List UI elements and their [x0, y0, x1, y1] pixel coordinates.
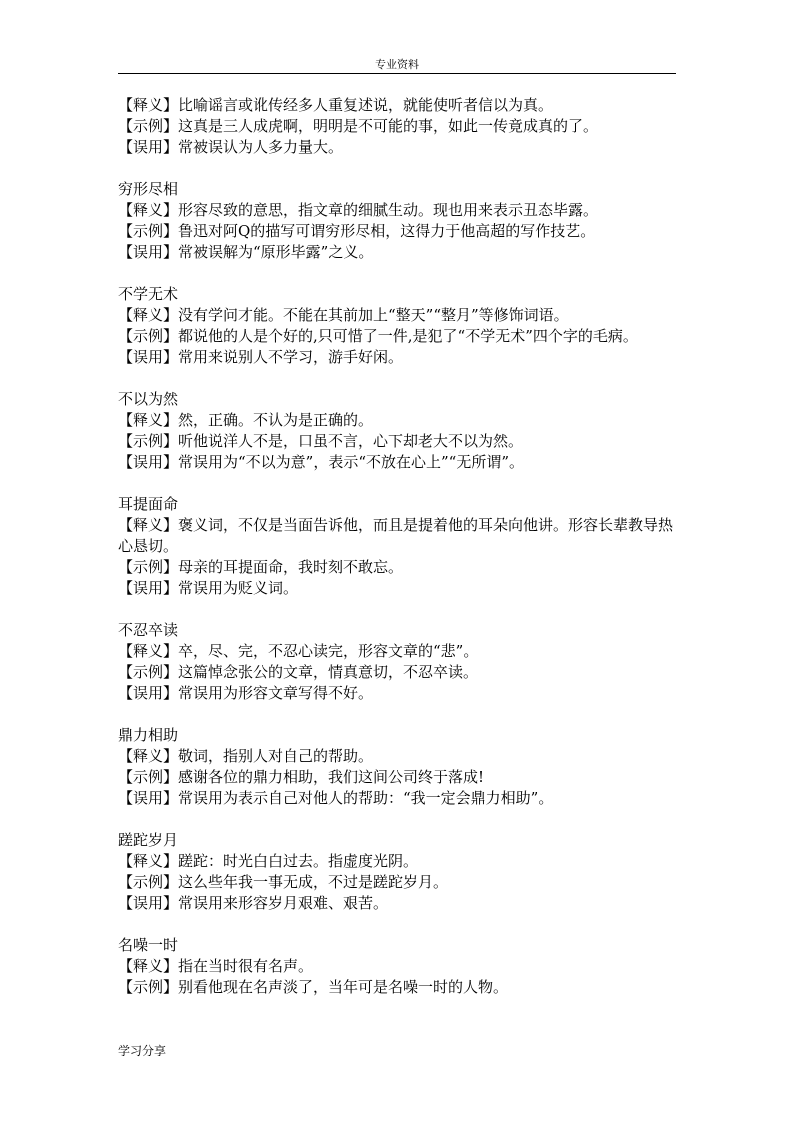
idiom-line: 【释义】没有学问才能。不能在其前加上“整天”“整月”等修饰词语。: [118, 306, 569, 324]
idiom-title: 不学无术: [118, 285, 179, 303]
idiom-title: 不以为然: [118, 390, 179, 408]
idiom-entry: [118, 284, 678, 368]
idiom-line: 【释义】敬词，指别人对自己的帮助。: [118, 747, 374, 765]
idiom-title: 穷形尽相: [118, 180, 179, 198]
idiom-line: 【示例】这篇悼念张公的文章，情真意切，不忍卒读。: [118, 663, 479, 681]
idiom-entry: [118, 725, 678, 809]
idiom-line: 【示例】都说他的人是个好的,只可惜了一件,是犯了“不学无术”四个字的毛病。: [118, 327, 638, 345]
idiom-line: 【示例】这么些年我一事无成，不过是蹉跎岁月。: [118, 873, 449, 891]
idiom-entry: [118, 179, 678, 263]
idiom-line: 【误用】常误用为贬义词。: [118, 579, 299, 597]
idiom-entry: [118, 95, 678, 158]
idiom-line: 【误用】常误用为表示自己对他人的帮助：“我一定会鼎力相助”。: [118, 789, 554, 807]
idiom-line: 【释义】指在当时很有名声。: [118, 957, 314, 975]
idiom-line: 【误用】常被误解为“原形毕露”之义。: [118, 243, 374, 261]
idiom-line: 【误用】常误用来形容岁月艰难、艰苦。: [118, 894, 389, 912]
idiom-line: 【示例】这真是三人成虎啊，明明是不可能的事，如此一传竟成真的了。: [118, 117, 599, 135]
idiom-title: 蹉跎岁月: [118, 831, 179, 849]
idiom-entry: [118, 935, 678, 998]
idiom-line: 【误用】常误用为形容文章写得不好。: [118, 684, 374, 702]
idiom-title: 名噪一时: [118, 936, 179, 954]
idiom-line: 【示例】听他说洋人不是，口虽不言，心下却老大不以为然。: [118, 432, 524, 450]
header-divider: [118, 73, 676, 74]
idiom-line: 【误用】常被误认为人多力量大。: [118, 138, 344, 156]
idiom-line: 【示例】感谢各位的鼎力相助，我们这间公司终于落成!: [118, 768, 485, 786]
idiom-entry: [118, 830, 678, 914]
idiom-line: 【示例】别看他现在名声淡了，当年可是名噪一时的人物。: [118, 978, 509, 996]
idiom-line: 【释义】形容尽致的意思，指文章的细腻生动。现也用来表示丑态毕露。: [118, 201, 599, 219]
idiom-line: 【释义】蹉跎：时光白白过去。指虚度光阴。: [118, 852, 419, 870]
idiom-line: 【误用】常用来说别人不学习，游手好闲。: [118, 348, 404, 366]
idiom-entry: [118, 389, 678, 473]
idiom-entry: [118, 620, 678, 704]
idiom-line: 【示例】鲁迅对阿Q的描写可谓穷形尽相，这得力于他高超的写作技艺。: [118, 222, 596, 240]
idiom-line: 【示例】母亲的耳提面命，我时刻不敢忘。: [118, 558, 404, 576]
idiom-line: 【误用】常误用为“不以为意”，表示“不放在心上”“无所谓”。: [118, 453, 525, 471]
idiom-title: 耳提面命: [118, 495, 179, 513]
page-footer: 学习分享: [118, 1044, 167, 1058]
idiom-line: 【释义】卒，尽、完，不忍心读完，形容文章的“悲”。: [118, 642, 479, 660]
idiom-line: 【释义】褒义词，不仅是当面告诉他，而且是提着他的耳朵向他讲。形容长辈教导热心恳切。: [118, 516, 674, 555]
idiom-line: 【释义】比喻谣言或讹传经多人重复述说，就能使听者信以为真。: [118, 96, 554, 114]
idiom-line: 【释义】然，正确。不认为是正确的。: [118, 411, 374, 429]
page-header: 专业资料: [375, 58, 419, 71]
idiom-title: 鼎力相助: [118, 726, 179, 744]
idiom-title: 不忍卒读: [118, 621, 179, 639]
document-body: [118, 95, 678, 998]
idiom-entry: [118, 494, 678, 599]
